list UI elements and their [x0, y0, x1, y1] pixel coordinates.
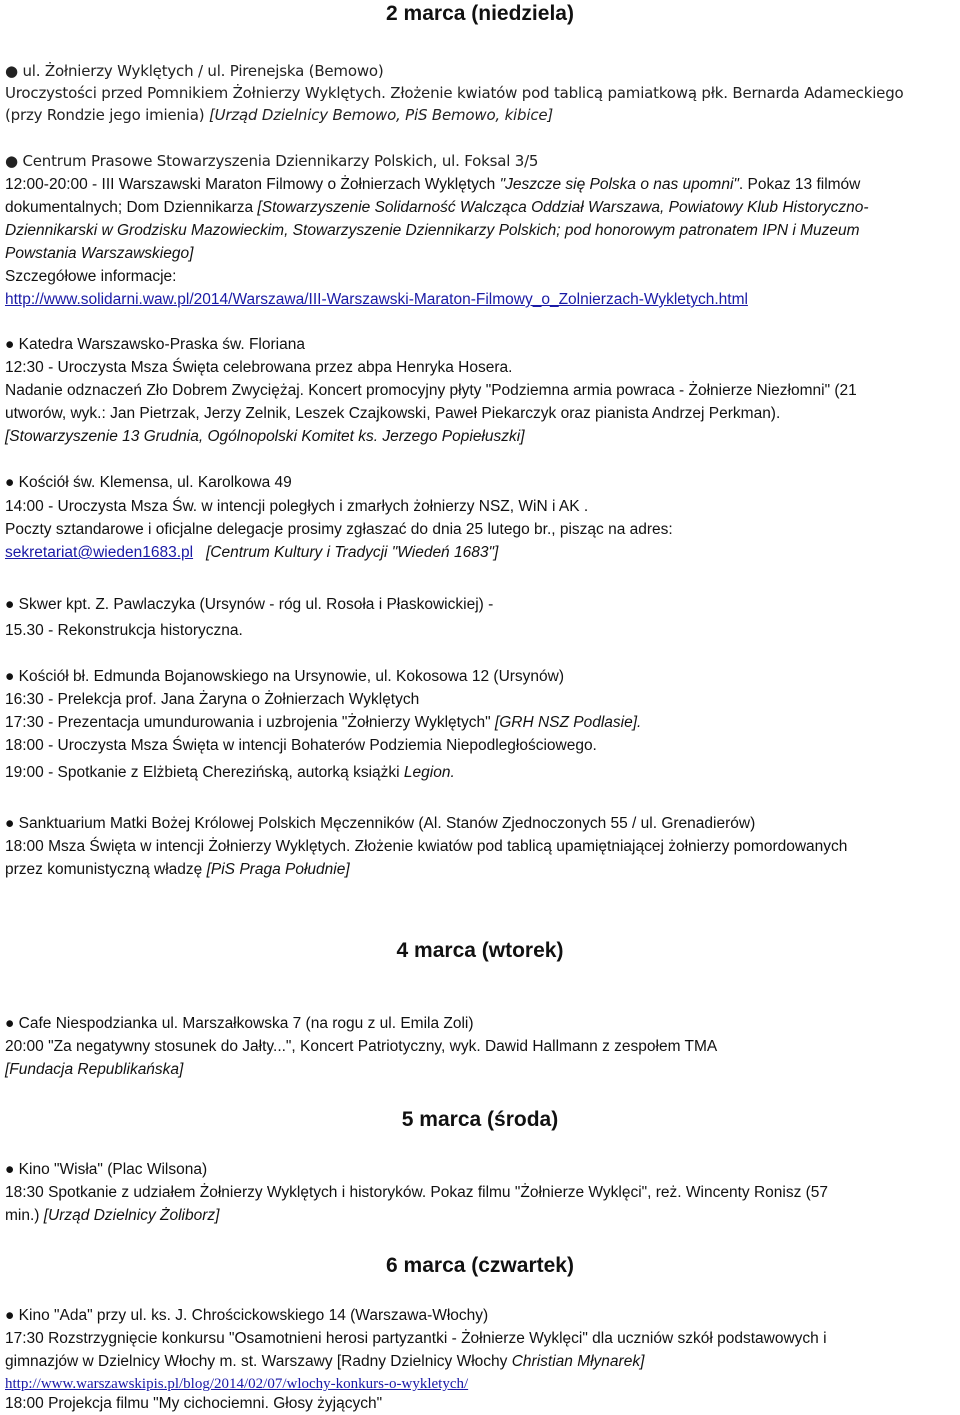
event-text: 18:30 Spotkanie z udziałem Żołnierzy Wyklętych i historyków. Pokaz filmu "Żołnierze Wyklęci", reż. Wincenty Ronisz (57 [5, 1184, 829, 1201]
event-text [5, 542, 955, 564]
info-link[interactable]: http://www.solidarni.waw.pl/2014/Warszawa/III-Warszawski-Maraton-Filmowy_o_Zolnierzach-Wykletych.html [5, 291, 748, 308]
event-venue: ● Kościół bł. Edmunda Bojanowskiego na Ursynowie, ul. Kokosowa 12 (Ursynów) [5, 668, 565, 685]
organizer-text: Powstania Warszawskiego] [5, 245, 194, 262]
organizer-text: Dziennikarski w Grodzisku Mazowieckim, Stowarzyszenie Dziennikarzy Polskich; pod honorowym patronatem IPN i Muzeum [5, 222, 860, 239]
date-heading: 6 marca (czwartek) [386, 1254, 574, 1277]
event-text: min.) [Urząd Dzielnicy Żoliborz] [5, 1207, 220, 1224]
organizer-text: [Stowarzyszenie 13 Grudnia, Ogólnopolski Komitet ks. Jerzego Popiełuszki] [5, 428, 525, 445]
event-venue: ● ul. Żołnierzy Wyklętych / ul. Pirenejska (Bemowo) [5, 62, 384, 80]
link-line [5, 1373, 955, 1395]
event-venue: ● Cafe Niespodzianka ul. Marszałkowska 7 (na rogu z ul. Emila Zoli) [5, 1015, 474, 1032]
event-text: Poczty sztandarowe i oficjalne delegacje prosimy zgłaszać do dnia 25 lutego br., pisząc na adres: [5, 521, 673, 538]
event-text: 16:30 - Prelekcja prof. Jana Żaryna o Żołnierzach Wyklętych [5, 691, 420, 708]
event-text: 19:00 - Spotkanie z Elżbietą Cherezińską, autorką książki Legion. [5, 764, 455, 781]
date-heading: 2 marca (niedziela) [386, 2, 574, 25]
date-heading: 5 marca (środa) [401, 1108, 559, 1131]
date-heading: 4 marca (wtorek) [396, 939, 564, 962]
event-text: Szczegółowe informacje: [5, 268, 177, 285]
info-link[interactable]: http://www.warszawskipis.pl/blog/2014/02/07/wlochy-konkurs-o-wykletych/ [5, 1376, 469, 1392]
event-text: 17:30 Rozstrzygnięcie konkursu "Osamotnieni herosi partyzantki - Żołnierze Wyklęci" dla uczniów szkół podstawowych i [5, 1330, 827, 1347]
event-venue: ● Sanktuarium Matki Bożej Królowej Polskich Męczenników (Al. Stanów Zjednoczonych 55 / ul. Grenadierów) [5, 815, 756, 832]
email-link[interactable]: sekretariat@wieden1683.pl [5, 544, 194, 561]
event-text: 14:00 - Uroczysta Msza Św. w intencji poległych i zmarłych żołnierzy NSZ, WiN i AK . [5, 498, 589, 515]
event-text: 17:30 - Prezentacja umundurowania i uzbrojenia "Żołnierzy Wyklętych" [GRH NSZ Podlasie]. [5, 714, 642, 731]
event-text: (przy Rondzie jego imienia) [Urząd Dzielnicy Bemowo, PiS Bemowo, kibice] [5, 106, 554, 124]
event-venue: ● Kino "Wisła" (Plac Wilsona) [5, 1161, 208, 1178]
organizer-text: [Stowarzyszenie Solidarność Walcząca Oddział Warszawa, Powiatowy Klub Historyczno- [257, 199, 869, 216]
event-text: dokumentalnych; Dom Dziennikarza [Stowarzyszenie Solidarność Walcząca Oddział Warszawa, Powiatowy Klub Historyczno- [5, 199, 869, 216]
event-venue: ● Kino "Ada" przy ul. ks. J. Chrościckowskiego 14 (Warszawa-Włochy) [5, 1307, 489, 1324]
event-text: gimnazjów w Dzielnicy Włochy m. st. Warszawy [Radny Dzielnicy Włochy Christian Młynarek] [5, 1353, 645, 1370]
organizer-text: [Urząd Dzielnicy Bemowo, PiS Bemowo, kibice] [208, 106, 554, 124]
event-text: 18:00 - Uroczysta Msza Święta w intencji Bohaterów Podziemia Niepodległościowego. [5, 737, 597, 754]
organizer-text: [Fundacja Republikańska] [5, 1061, 184, 1078]
event-text: 15.30 - Rekonstrukcja historyczna. [5, 622, 243, 639]
link-line [5, 289, 955, 311]
organizer-text: [Urząd Dzielnicy Żoliborz] [43, 1207, 220, 1224]
event-text: Uroczystości przed Pomnikiem Żołnierzy Wyklętych. Złożenie kwiatów pod tablicą pamiatkową płk. Bernarda Adameckiego [5, 84, 904, 102]
organizer-text: [Centrum Kultury i Tradycji "Wiedeń 1683"] [206, 544, 499, 561]
organizer-text: [GRH NSZ Podlasie]. [494, 714, 642, 731]
event-text: Nadanie odznaczeń Zło Dobrem Zwyciężaj. Koncert promocyjny płyty "Podziemna armia powraca - Żołnierze Niezłomni" (21 [5, 382, 857, 399]
event-venue: ● Katedra Warszawsko-Praska św. Floriana [5, 336, 305, 353]
organizer-text: [PiS Praga Południe] [206, 861, 350, 878]
event-text: 12:30 - Uroczysta Msza Święta celebrowana przez abpa Henryka Hosera. [5, 359, 513, 376]
event-text: 20:00 "Za negatywny stosunek do Jałty...", Koncert Patriotyczny, wyk. Dawid Hallmann z zespołem TMA [5, 1038, 718, 1055]
event-text: 18:00 Msza Święta w intencji Żołnierzy Wyklętych. Złożenie kwiatów pod tablicą upamiętniającej żołnierzy pomordowanych [5, 838, 848, 855]
event-text: 18:00 Projekcja filmu "My cichociemni. Głosy żyjących" [5, 1395, 383, 1412]
event-venue: ● Kościół św. Klemensa, ul. Karolkowa 49 [5, 474, 292, 491]
event-text: 12:00-20:00 - III Warszawski Maraton Filmowy o Żołnierzach Wyklętych "Jeszcze się Polska o nas upomni". Pokaz 13 filmów [5, 176, 861, 193]
event-venue: ● Centrum Prasowe Stowarzyszenia Dziennikarzy Polskich, ul. Foksal 3/5 [5, 152, 539, 170]
event-venue: ● Skwer kpt. Z. Pawlaczyka (Ursynów - róg ul. Rosoła i Płaskowickiej) - [5, 596, 494, 613]
event-text: utworów, wyk.: Jan Pietrzak, Jerzy Zelnik, Leszek Czajkowski, Paweł Piekarczyk oraz pianista Andrzej Perkman). [5, 405, 781, 422]
organizer-text: Christian Młynarek] [511, 1353, 645, 1370]
event-text: przez komunistyczną władzę [PiS Praga Południe] [5, 861, 350, 878]
